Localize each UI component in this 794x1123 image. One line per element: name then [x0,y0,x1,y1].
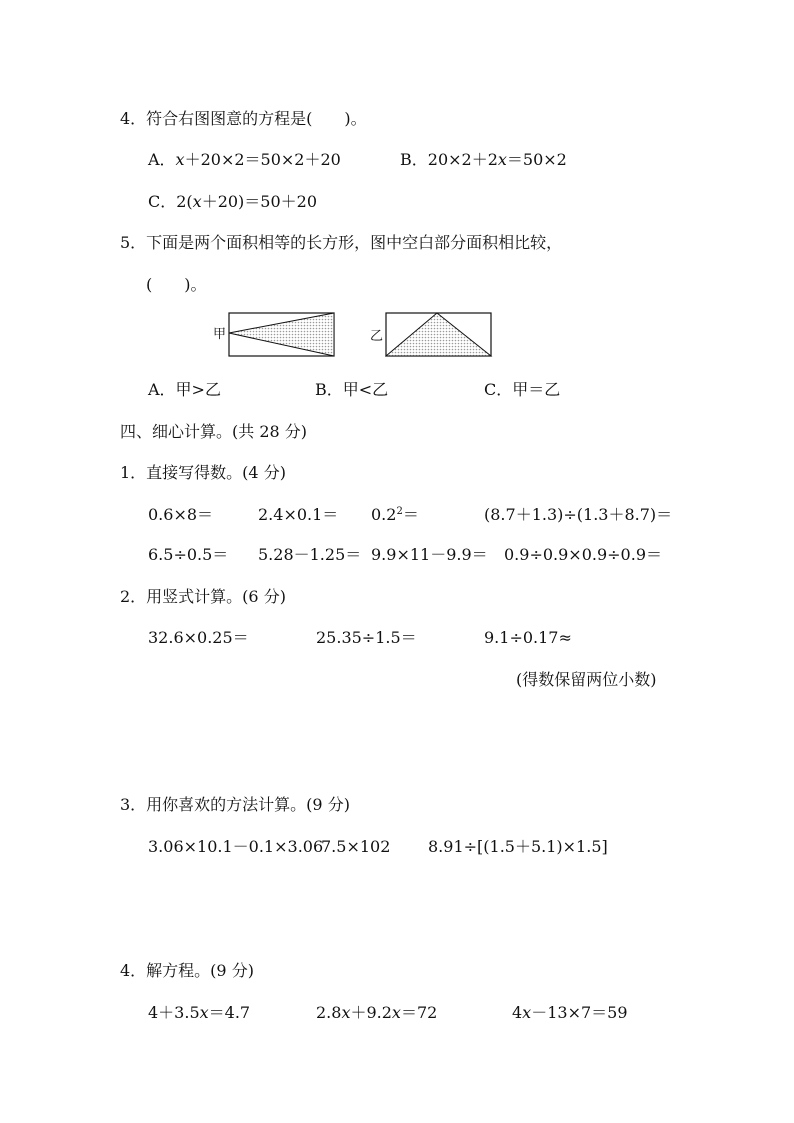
q4-option-a: A．𝑥＋20×2＝50×2＋20 [148,150,341,169]
calc-item: 0.6×8＝ [148,505,214,524]
q5-stem: 5．下面是两个面积相等的长方形，图中空白部分面积相比较， [120,233,563,252]
q4-stem: 4．符合右图图意的方程是( )。 [120,109,367,128]
section4-title: 四、细心计算。(共 28 分) [120,422,308,441]
part1-title: 1．直接写得数。(4 分) [120,463,286,482]
part4-title: 4．解方程。(9 分) [120,961,254,980]
equation-item: 4＋3.5𝑥＝4.7 [148,1003,251,1022]
calc-item: 9.9×11－9.9＝ [371,545,488,564]
calc-item: 5.28－1.25＝ [258,545,362,564]
figure-label-yi: 乙 [370,329,384,344]
part3-title: 3．用你喜欢的方法计算。(9 分) [120,795,350,814]
q5-option-a: A．甲>乙 [148,380,221,399]
calc-item: (8.7＋1.3)÷(1.3＋8.7)＝ [484,505,673,524]
calc-item: 7.5×102 [321,837,391,856]
q5-blank: ( )。 [146,275,207,294]
q4-option-c: C．2(𝑥＋20)＝50＋20 [148,192,318,211]
figure-label-jia: 甲 [213,327,227,342]
calc-item-power: $0.2^2=$ [371,505,419,524]
figure-rectangle-yi [385,312,493,358]
rounding-note: (得数保留两位小数) [516,670,657,689]
vertical-calc-item: 25.35÷1.5＝ [316,628,417,647]
part2-title: 2．用竖式计算。(6 分) [120,587,286,606]
vertical-calc-item: 32.6×0.25＝ [148,628,249,647]
equation-item: 2.8𝑥＋9.2𝑥＝72 [316,1003,438,1022]
calc-item: 0.9÷0.9×0.9÷0.9＝ [504,545,663,564]
q5-option-b: B．甲<乙 [315,380,389,399]
calc-item: 2.4×0.1＝ [258,505,339,524]
calc-item: 8.91÷[(1.5＋5.1)×1.5] [428,837,608,856]
calc-item: 3.06×10.1－0.1×3.06 [148,837,324,856]
vertical-calc-item: 9.1÷0.17≈ [484,628,572,647]
equation-item: 4𝑥－13×7＝59 [512,1003,628,1022]
figure-rectangle-jia [228,312,336,358]
q5-option-c: C．甲＝乙 [484,380,561,399]
q4-option-b: B．20×2＋2𝑥＝50×2 [400,150,567,169]
calc-item: 6.5÷0.5＝ [148,545,229,564]
